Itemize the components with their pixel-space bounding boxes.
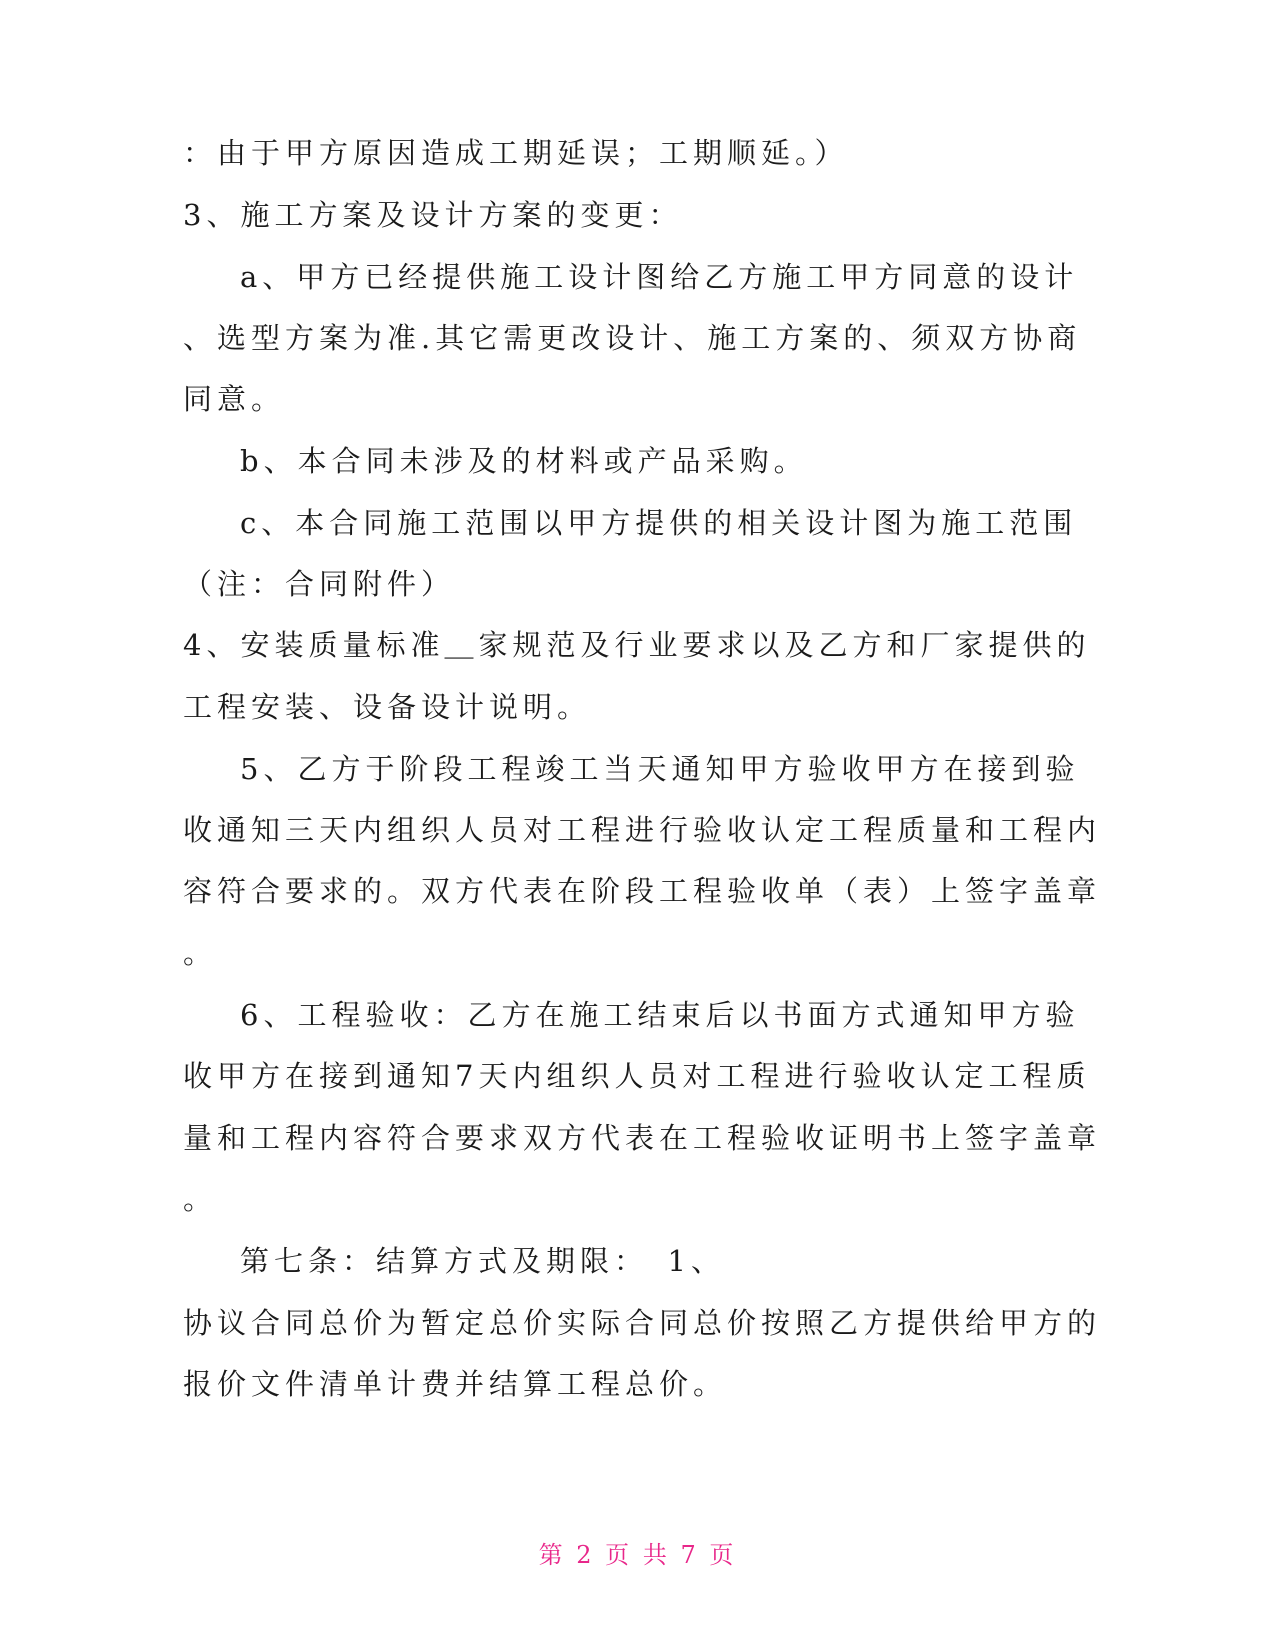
text-line: （注：合同附件） [183, 567, 456, 601]
text-line: b、本合同未涉及的材料或产品采购。 [240, 444, 808, 478]
footer-current-page: 2 [576, 1541, 595, 1569]
text-line: ：由于甲方原因造成工期延误；工期顺延。） [183, 136, 849, 170]
text-line: 工程安装、设备设计说明。 [183, 690, 592, 724]
footer-label-unit-end: 页 [709, 1541, 737, 1569]
text-line: 协议合同总价为暂定总价实际合同总价按照乙方提供给甲方的 [183, 1306, 1102, 1340]
text-line: 收甲方在接到通知7天内组织人员对工程进行验收认定工程质 [183, 1059, 1091, 1093]
text-line: 同意。 [183, 382, 286, 416]
text-line: 、选型方案为准.其它需更改设计、施工方案的、须双方协商 [183, 321, 1082, 355]
footer-total-pages: 7 [680, 1541, 699, 1569]
text-line: a、甲方已经提供施工设计图给乙方施工甲方同意的设计 [240, 260, 1079, 294]
text-line: 。 [183, 1182, 218, 1216]
text-line: 容符合要求的。双方代表在阶段工程验收单（表）上签字盖章 [183, 874, 1102, 908]
footer-label-page: 第 [538, 1541, 566, 1569]
text-line: 收通知三天内组织人员对工程进行验收认定工程质量和工程内 [183, 813, 1102, 847]
text-line: 。 [183, 936, 218, 970]
footer-label-total: 共 [642, 1541, 670, 1569]
text-line: c、本合同施工范围以甲方提供的相关设计图为施工范围 [240, 506, 1078, 540]
text-line: 5、乙方于阶段工程竣工当天通知甲方验收甲方在接到验 [240, 752, 1080, 786]
section-heading: 4、安装质量标准＿家规范及行业要求以及乙方和厂家提供的 [183, 628, 1091, 662]
text-line: 6、工程验收：乙方在施工结束后以书面方式通知甲方验 [240, 998, 1080, 1032]
footer-label-unit: 页 [605, 1541, 633, 1569]
section-heading: 3、施工方案及设计方案的变更： [183, 198, 683, 232]
section-heading: 第七条：结算方式及期限： 1、 [240, 1244, 725, 1278]
text-line: 报价文件清单计费并结算工程总价。 [183, 1367, 728, 1401]
text-line: 量和工程内容符合要求双方代表在工程验收证明书上签字盖章 [183, 1121, 1102, 1155]
page-footer [0, 1535, 1275, 1570]
